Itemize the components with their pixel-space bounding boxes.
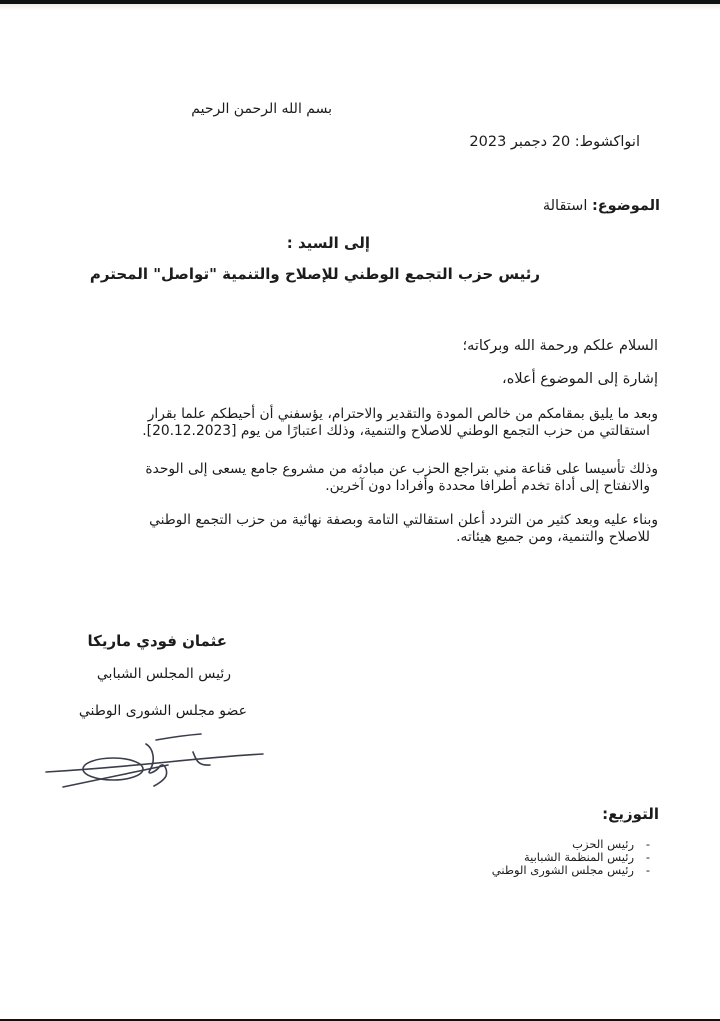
distribution-item: - رئيس المنظمة الشبابية xyxy=(492,851,650,864)
letter-date: انواكشوط: 20 دجمبر 2023 xyxy=(469,134,640,150)
signatory-role-2: عضو مجلس الشورى الوطني xyxy=(78,703,247,719)
addressee: رئيس حزب التجمع الوطني للإصلاح والتنمية "تواصل" المحترم xyxy=(89,265,540,283)
distribution-item: - رئيس الحزب xyxy=(492,838,650,851)
distribution-item: - رئيس مجلس الشورى الوطني xyxy=(492,864,650,877)
paragraph-line: وبعد ما يليق بمقامكم من خالص المودة والتقدير والاحترام، يؤسفني أن أحيطكم علما بقرار xyxy=(147,406,658,422)
signatory-name: عثمان فودي ماريكا xyxy=(87,632,227,650)
subject-value: استقالة xyxy=(542,198,588,214)
paragraph-line: للاصلاح والتنمية، ومن جميع هيئاته. xyxy=(456,529,650,545)
body-paragraph-3 xyxy=(38,512,658,546)
to-label: إلى السيد : xyxy=(286,234,370,252)
subject-label: الموضوع: xyxy=(591,198,660,214)
top-edge-shade xyxy=(0,4,720,10)
handwritten-signature xyxy=(38,732,268,792)
body-paragraph-1 xyxy=(38,406,658,440)
paragraph-line: وذلك تأسيسا على قناعة مني بتراجع الحزب عن مبادئه من مشروع جامع يسعى إلى الوحدة xyxy=(145,461,658,477)
distribution-title: التوزيع: xyxy=(602,805,659,823)
signatory-role-1: رئيس المجلس الشبابي xyxy=(96,666,231,682)
paragraph-line: والانفتاح إلى أداة تخدم أطرافا محددة وأفرادا دون آخرين. xyxy=(325,478,650,494)
body-paragraph-2 xyxy=(28,461,658,495)
distribution-list xyxy=(492,838,650,877)
paragraph-line: استقالتي من حزب التجمع الوطني للاصلاح والتنمية، وذلك اعتبارًا من يوم [20.12.2023]. xyxy=(142,423,650,439)
basmala: بسم الله الرحمن الرحيم xyxy=(191,101,332,117)
subject-line xyxy=(543,198,660,214)
greeting: السلام علكم ورحمة الله وبركاته؛ xyxy=(462,338,658,354)
reference-line: إشارة إلى الموضوع أعلاه، xyxy=(502,371,658,387)
paragraph-line: وبناء عليه وبعد كثير من التردد أعلن استقالتي التامة وبصفة نهائية من حزب التجمع الوطني xyxy=(149,512,658,528)
